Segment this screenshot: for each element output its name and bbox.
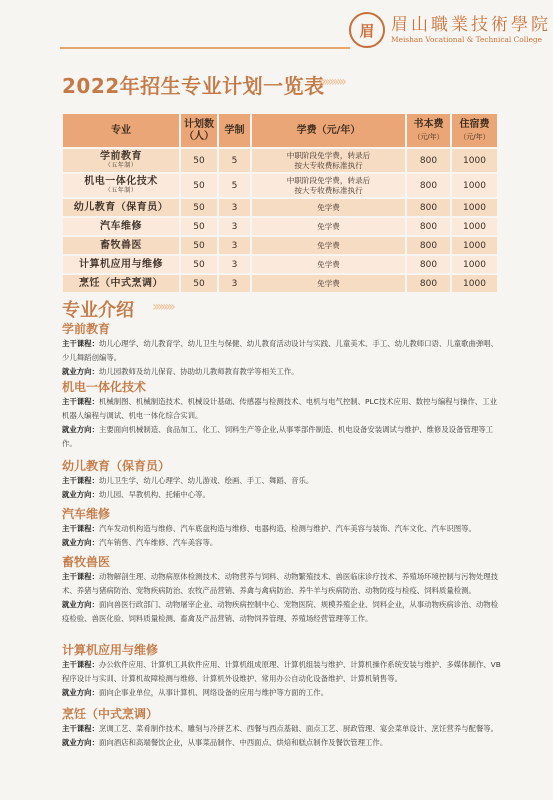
- major-intro-auto-repair: [62, 507, 502, 550]
- major-jobs: 就业方向：主要面向机械制造、食品加工、化工、饲料生产等企业,从事零部件制造、机电设备安装调试与维护、维修及设备管理等工作。: [62, 425, 494, 448]
- col-book: 书本费 （元/年）: [407, 114, 452, 147]
- page-title: 2022年招生专业计划一览表: [62, 74, 325, 98]
- major-heading: 计算机应用与维修: [62, 643, 159, 657]
- header-divider: [60, 47, 350, 49]
- major-courses: 主干课程：幼儿卫生学、幼儿心理学、幼儿游戏、绘画、手工、舞蹈、音乐。: [62, 476, 314, 485]
- col-plan: 计划数 （人）: [181, 114, 219, 147]
- table-row: 计算机应用与维修 50 3 免学费 800 1000: [63, 256, 497, 273]
- major-courses: 主干课程：汽车发动机构造与维修、汽车底盘构造与维修、电器构造、检测与维护、汽车美容与装饰、汽车文化、汽车识图等。: [62, 524, 476, 533]
- col-major: 专业: [63, 114, 181, 147]
- school-seal-icon: 眉: [349, 12, 385, 48]
- col-tuition: 学费（元/年）: [252, 114, 407, 147]
- major-jobs: 就业方向：汽车销售、汽车维修、汽车美容等。: [62, 538, 218, 547]
- major-jobs: 就业方向：幼儿园教师及幼儿保育、协助幼儿教师教育教学等相关工作。: [62, 367, 299, 376]
- major-heading: 机电一体化技术: [62, 380, 147, 394]
- major-courses: 主干课程：幼儿心理学、幼儿教育学、幼儿卫生与保健、幼儿教育活动设计与实践、儿童美术、手工、幼儿教师口语、儿童歌曲弹唱、少儿舞蹈创编等。: [62, 339, 499, 362]
- major-heading: 幼儿教育（保育员）: [62, 459, 171, 473]
- major-intro-veterinary: [62, 555, 502, 626]
- major-courses: 主干课程：烹调工艺、菜肴制作技术、雕刻与冷拼艺术、西餐与西点基础、面点工艺、厨政管理、宴会菜单设计、烹饪营养与配餐等。: [62, 724, 499, 733]
- major-jobs: 就业方向：面向兽医行政部门、动物屠宰企业、动物疾病控制中心、宠物医院、规模养殖企业、饲料企业，从事动物疾病诊治、动物检疫检验、兽医化验、饲料质量检测、畜禽及产品营销、动物饲养管理、养殖场经营管理等工作。: [62, 600, 499, 623]
- major-heading: 烹饪（中式烹调）: [62, 707, 159, 721]
- major-heading: 汽车维修: [62, 507, 111, 521]
- col-years: 学制: [219, 114, 252, 147]
- major-jobs: 就业方向：幼儿园、早教机构、托辅中心等。: [62, 490, 210, 499]
- school-name-cn: 眉山職業技術學院: [391, 15, 551, 35]
- table-row: 学前教育 （五年制） 50 5 中职阶段免学费，转录后 按大专收费标准执行 800 1000: [63, 149, 497, 172]
- col-dorm: 住宿费 （元/年）: [452, 114, 497, 147]
- major-jobs: 就业方向：面向酒店和高端餐饮企业，从事菜品制作、中西面点、烘焙和糕点制作及餐饮管理工作。: [62, 738, 388, 747]
- major-intro-preschool: [62, 322, 502, 379]
- major-intro-childcare: [62, 459, 502, 502]
- major-courses: 主干课程：机械制图、机械制造技术、机械设计基础、传感器与检测技术、电机与电气控制、PLC技术应用、数控与编程与操作、工业机器人编程与调试、机电一体化综合实训。: [62, 397, 498, 420]
- school-name-en: Meishan Vocational & Technical College: [391, 35, 542, 44]
- page-header: [0, 0, 553, 62]
- table-row: 烹饪（中式烹调） 50 3 免学费 800 1000: [63, 275, 497, 292]
- major-intro-cooking: [62, 707, 502, 750]
- major-courses: 主干课程：动物解剖生理、动物病原体检测技术、动物营养与饲料、动物繁殖技术、兽医临床诊疗技术、养殖场环境控制与污物处理技术、养猪与猪病防治、宠物疾病防治、农牧产品营销、养禽与禽病防治、养牛羊与疾病防治、动物防疫与检疫、饲料质量检测。: [62, 572, 499, 595]
- enrollment-plan-table: [63, 112, 497, 294]
- major-heading: 畜牧兽医: [62, 555, 111, 569]
- major-intro-mechatronics: [62, 380, 502, 451]
- table-row: 畜牧兽医 50 3 免学费 800 1000: [63, 237, 497, 254]
- intro-title: 专业介绍: [62, 300, 134, 321]
- major-courses: 主干课程：办公软件应用、计算机工具软件应用、计算机组成原理、计算机组装与维护、计算机操作系统安装与维护、多媒体制作、VB程序设计与实训、计算机故障检测与维修、计算机外设维护、常用办公自动化设备维护、计算机销售等。: [62, 660, 501, 683]
- table-row: 汽车维修 50 3 免学费 800 1000: [63, 218, 497, 235]
- intro-chevron-icon: ››››››››: [152, 299, 173, 315]
- major-heading: 学前教育: [62, 322, 111, 336]
- major-jobs: 就业方向：面向企事业单位，从事计算机、网络设备的应用与维护等方面的工作。: [62, 688, 329, 697]
- table-row: 幼儿教育（保育员） 50 3 免学费 800 1000: [63, 199, 497, 216]
- major-intro-computer: [62, 643, 502, 700]
- title-chevron-icon: ››››››››››: [318, 74, 344, 90]
- table-row: 机电一体化技术 （五年制） 50 5 中职阶段免学费，转录后 按大专收费标准执行 800 1000: [63, 174, 497, 197]
- school-logo: [349, 12, 551, 48]
